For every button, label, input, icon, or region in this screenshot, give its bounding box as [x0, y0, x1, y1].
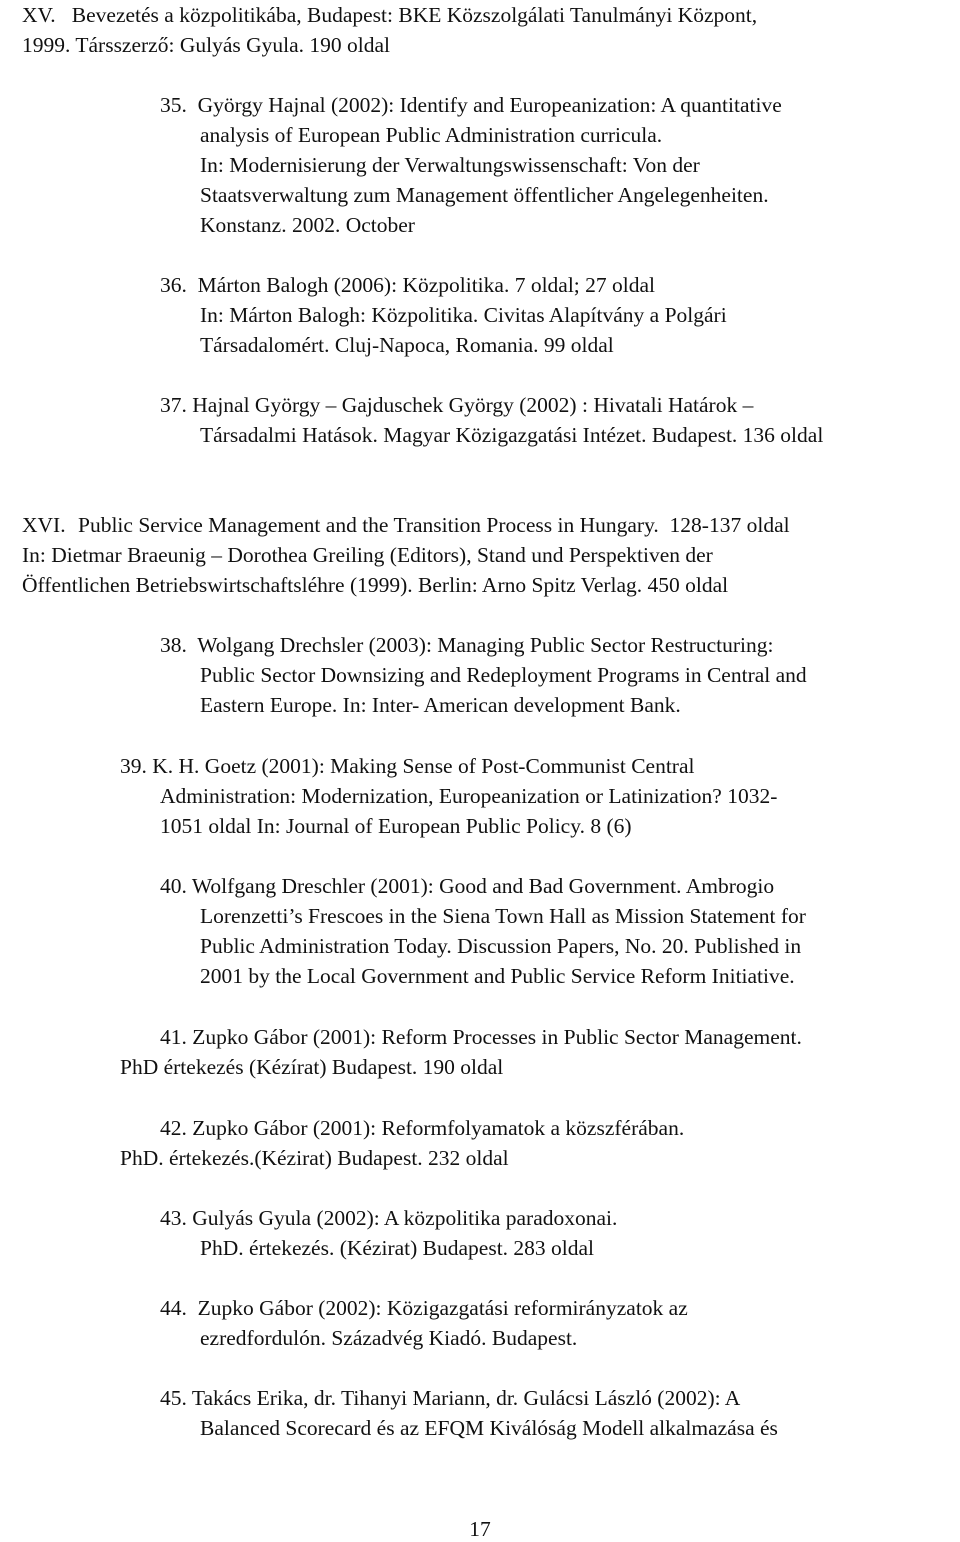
item-41-line-2: PhD értekezés (Kézírat) Budapest. 190 oldal — [120, 1055, 504, 1079]
section-xvi-label: XVI. — [22, 513, 66, 537]
item-39-line-3: 1051 oldal In: Journal of European Public Policy. 8 (6) — [160, 814, 632, 838]
item-36-line-1: 36. Márton Balogh (2006): Közpolitika. 7 oldal; 27 oldal — [160, 273, 656, 297]
item-45-line-1: 45. Takács Erika, dr. Tihanyi Mariann, dr. Gulácsi László (2002): A — [160, 1386, 741, 1410]
item-35-line-5: Konstanz. 2002. October — [200, 213, 415, 237]
item-37-line-2: Társadalmi Hatások. Magyar Közigazgatási Intézet. Budapest. 136 oldal — [200, 423, 824, 447]
item-40-line-2: Lorenzetti’s Frescoes in the Siena Town Hall as Mission Statement for — [200, 904, 806, 928]
page-number: 17 — [469, 1517, 491, 1541]
item-38-line-3: Eastern Europe. In: Inter- American development Bank. — [200, 693, 681, 717]
item-40-line-1: 40. Wolfgang Dreschler (2001): Good and Bad Government. Ambrogio — [160, 874, 775, 898]
section-xv-line-1: XV. Bevezetés a közpolitikába, Budapest: BKE Közszolgálati Tanulmányi Központ, — [22, 3, 758, 27]
item-37-line-1: 37. Hajnal György – Gajduschek György (2002) : Hivatali Határok – — [160, 393, 754, 417]
item-42-line-1: 42. Zupko Gábor (2001): Reformfolyamatok a közszférában. — [160, 1116, 685, 1140]
section-xv-line-2: 1999. Társszerző: Gulyás Gyula. 190 oldal — [22, 33, 391, 57]
item-36-line-2: In: Márton Balogh: Közpolitika. Civitas Alapítvány a Polgári — [200, 303, 727, 327]
item-38-line-1: 38. Wolgang Drechsler (2003): Managing Public Sector Restructuring: — [160, 633, 774, 657]
section-xvi-line-2: In: Dietmar Braeunig – Dorothea Greiling (Editors), Stand und Perspektiven der — [22, 543, 713, 567]
item-36-line-3: Társadalomért. Cluj-Napoca, Romania. 99 oldal — [200, 333, 614, 357]
item-45-line-2: Balanced Scorecard és az EFQM Kiválóság Modell alkalmazása és — [200, 1416, 778, 1440]
item-39-line-2: Administration: Modernization, Europeanization or Latinization? 1032- — [160, 784, 778, 808]
item-35-line-4: Staatsverwaltung zum Management öffentlicher Angelegenheiten. — [200, 183, 769, 207]
item-40-line-4: 2001 by the Local Government and Public Service Reform Initiative. — [200, 964, 795, 988]
item-35-line-3: In: Modernisierung der Verwaltungswissenschaft: Von der — [200, 153, 700, 177]
section-xvi-line-1 — [22, 515, 790, 537]
item-35-line-2: analysis of European Public Administration curricula. — [200, 123, 663, 147]
section-xvi-title: Public Service Management and the Transition Process in Hungary. 128-137 oldal — [78, 513, 790, 537]
item-44-line-2: ezredfordulón. Századvég Kiadó. Budapest. — [200, 1326, 578, 1350]
item-35-line-1: 35. György Hajnal (2002): Identify and Europeanization: A quantitative — [160, 93, 782, 117]
item-41-line-1: 41. Zupko Gábor (2001): Reform Processes in Public Sector Management. — [160, 1025, 802, 1049]
item-43-line-2: PhD. értekezés. (Kézirat) Budapest. 283 oldal — [200, 1236, 595, 1260]
item-44-line-1: 44. Zupko Gábor (2002): Közigazgatási reformirányzatok az — [160, 1296, 688, 1320]
item-38-line-2: Public Sector Downsizing and Redeployment Programs in Central and — [200, 663, 807, 687]
item-39-line-1: 39. K. H. Goetz (2001): Making Sense of Post-Communist Central — [120, 754, 695, 778]
item-40-line-3: Public Administration Today. Discussion Papers, No. 20. Published in — [200, 934, 802, 958]
item-43-line-1: 43. Gulyás Gyula (2002): A közpolitika paradoxonai. — [160, 1206, 618, 1230]
item-42-line-2: PhD. értekezés.(Kézirat) Budapest. 232 oldal — [120, 1146, 509, 1170]
section-xvi-line-3: Öffentlichen Betriebswirtschaftsléhre (1999). Berlin: Arno Spitz Verlag. 450 oldal — [22, 573, 729, 597]
